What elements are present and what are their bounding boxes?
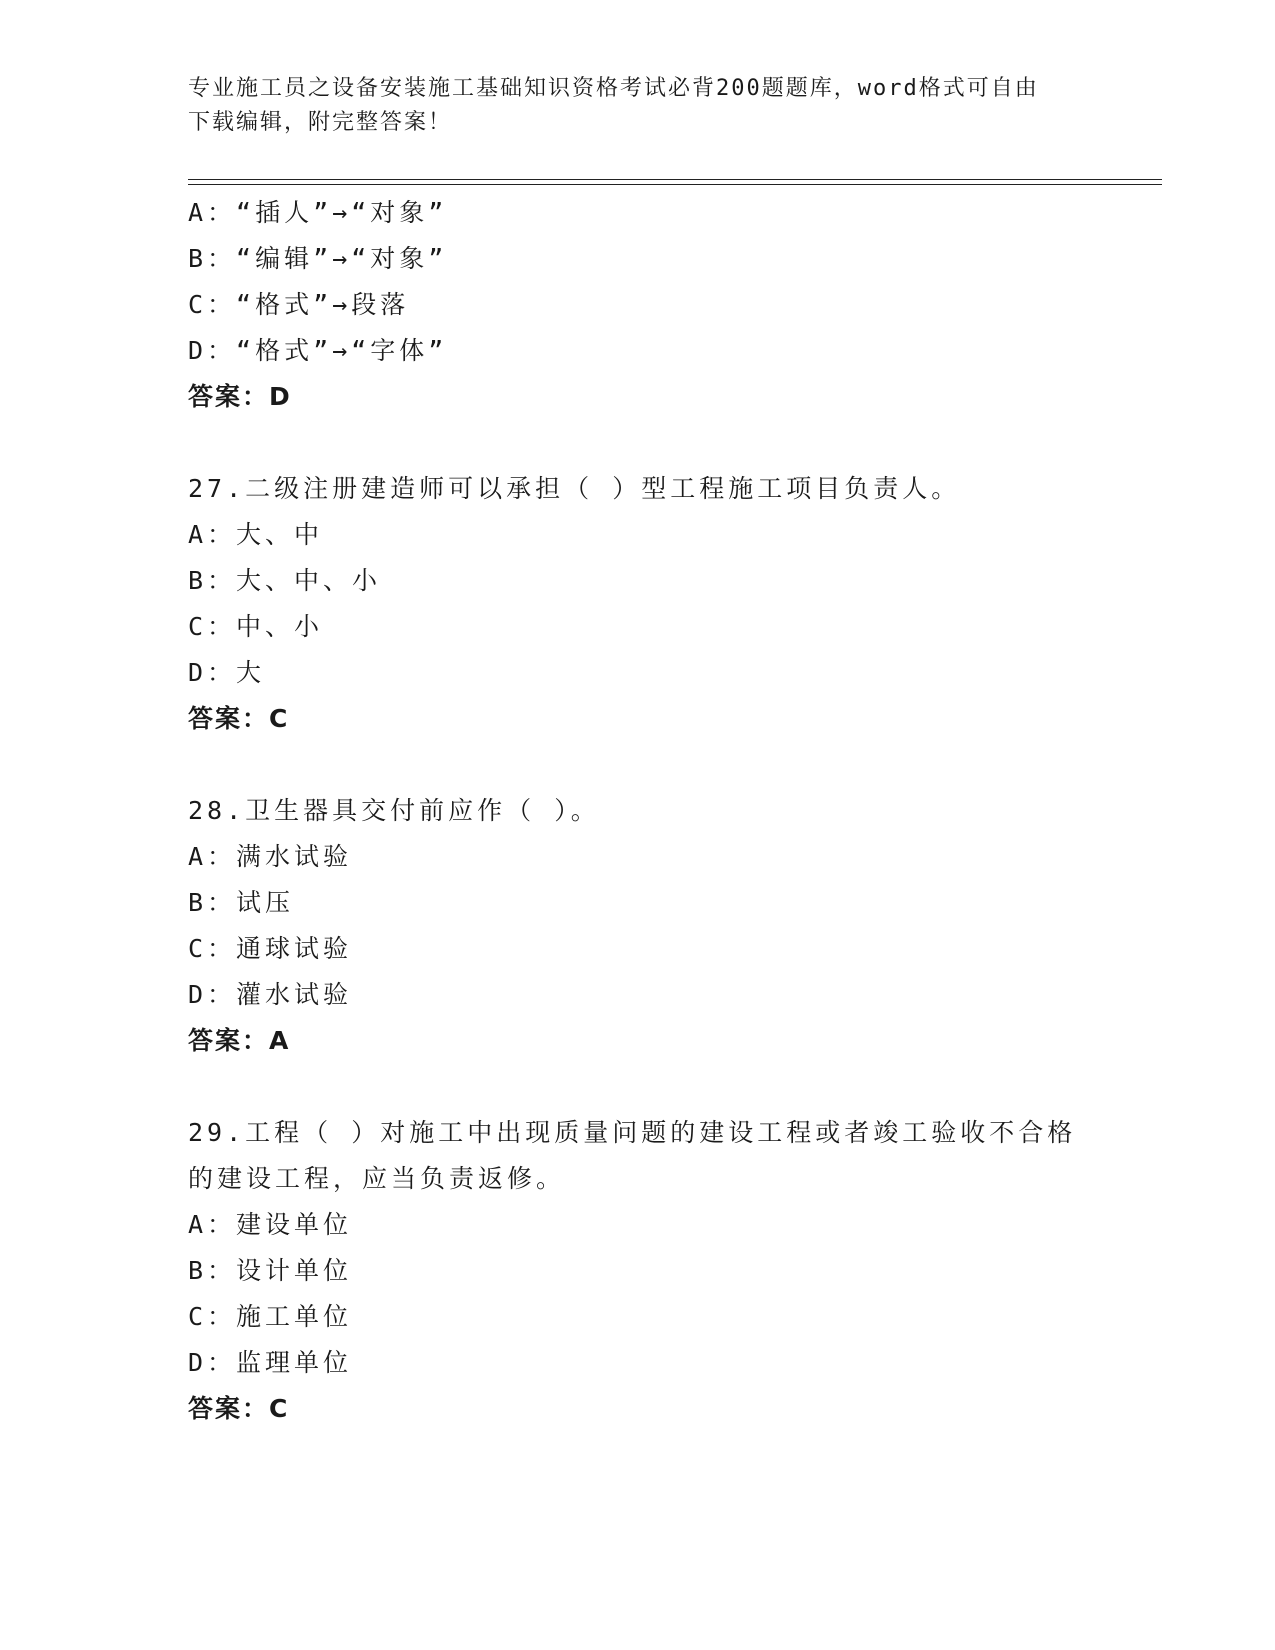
question-28	[188, 788, 1088, 1064]
option-d: D：“格式”→“字体”	[188, 336, 448, 365]
answer-line: 答案：C	[188, 1394, 290, 1423]
question-stem-line-2: 的建设工程，应当负责返修。	[188, 1164, 566, 1193]
spacer	[188, 742, 1088, 788]
spacer	[188, 1064, 1088, 1110]
spacer	[188, 420, 1088, 466]
option-c: C：通球试验	[188, 934, 353, 963]
question-stem-line-1: 29.工程（ ）对施工中出现质量问题的建设工程或者竣工验收不合格	[188, 1118, 1077, 1147]
header-divider-bottom	[188, 184, 1162, 185]
option-b: B：大、中、小	[188, 566, 382, 595]
question-stem: 27.二级注册建造师可以承担（ ）型工程施工项目负责人。	[188, 474, 961, 503]
document-header	[188, 72, 1088, 140]
option-d: D：灌水试验	[188, 980, 353, 1009]
option-a: A：建设单位	[188, 1210, 353, 1239]
question-content	[188, 190, 1088, 1432]
option-b: B：“编辑”→“对象”	[188, 244, 448, 273]
option-c: C：中、小	[188, 612, 324, 641]
answer-line: 答案：D	[188, 382, 292, 411]
option-c: C：施工单位	[188, 1302, 353, 1331]
question-stem: 28.卫生器具交付前应作（ ）。	[188, 796, 600, 825]
option-a: A：满水试验	[188, 842, 353, 871]
option-a: A：大、中	[188, 520, 324, 549]
partial-question	[188, 190, 1088, 420]
question-27	[188, 466, 1088, 742]
header-divider-top	[188, 179, 1162, 180]
option-a: A：“插人”→“对象”	[188, 198, 448, 227]
option-b: B：设计单位	[188, 1256, 353, 1285]
option-c: C：“格式”→段落	[188, 290, 410, 319]
header-line-1: 专业施工员之设备安装施工基础知识资格考试必背200题题库，word格式可自由	[188, 76, 1039, 101]
answer-line: 答案：A	[188, 1026, 291, 1055]
option-b: B：试压	[188, 888, 295, 917]
answer-line: 答案：C	[188, 704, 290, 733]
header-line-2: 下载编辑，附完整答案！	[188, 110, 453, 135]
option-d: D：大	[188, 658, 266, 687]
option-d: D：监理单位	[188, 1348, 353, 1377]
question-29	[188, 1110, 1088, 1432]
